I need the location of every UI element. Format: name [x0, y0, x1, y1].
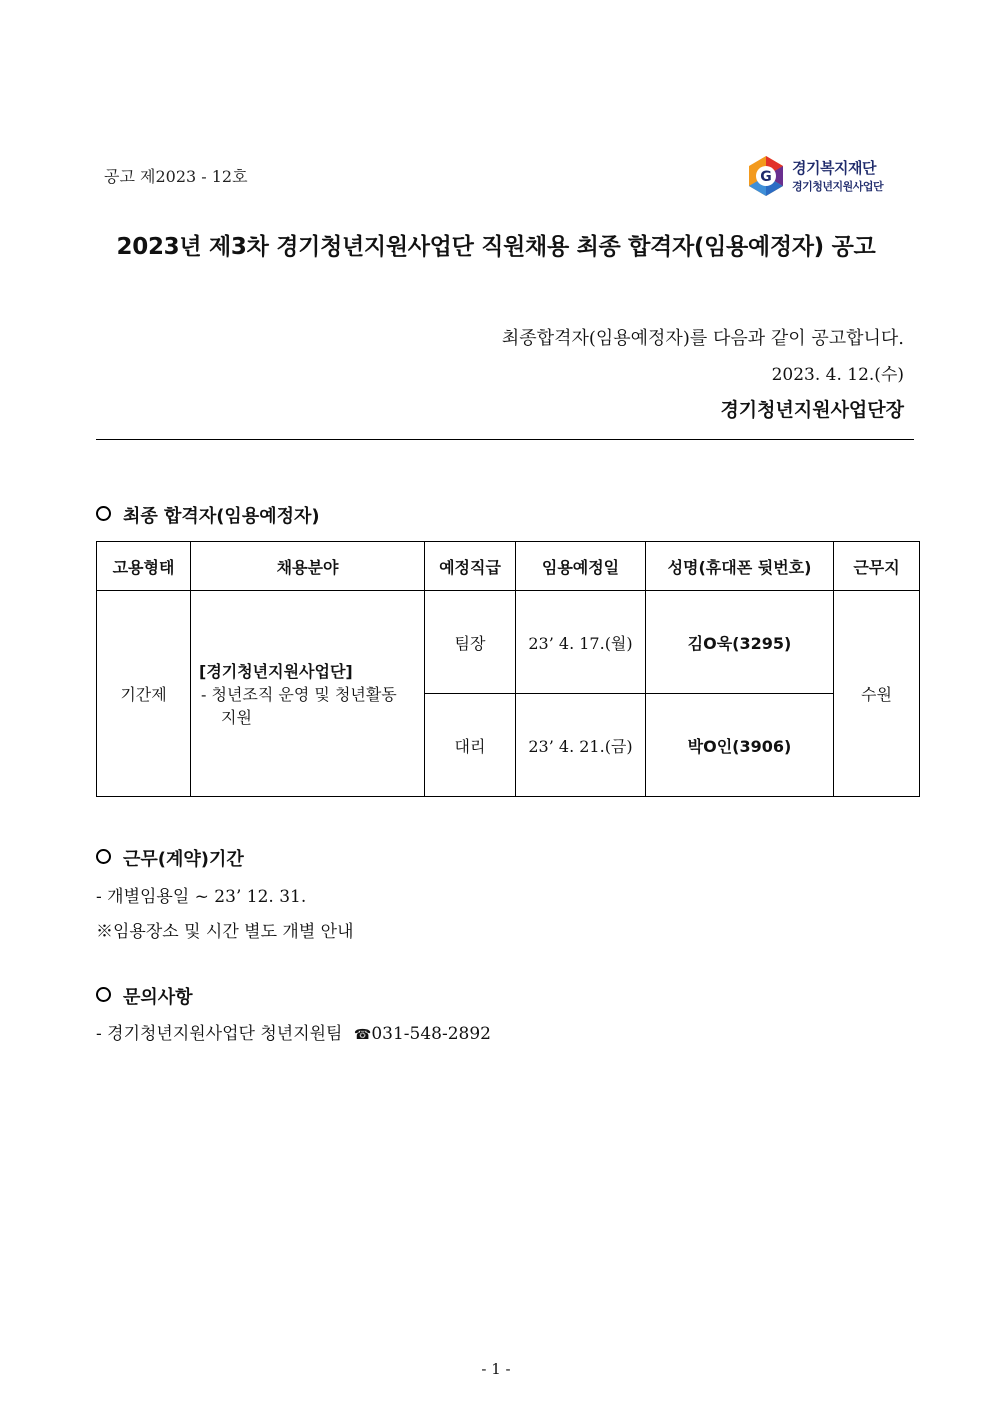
cell-start-date: 23’ 4. 17.(월): [516, 591, 646, 694]
section-title: 근무(계약)기간: [123, 849, 244, 870]
header-name: 성명(휴대폰 뒷번호): [646, 542, 834, 591]
header-field: 채용분야: [191, 542, 425, 591]
circle-bullet-icon: [96, 987, 111, 1002]
divider: [96, 439, 914, 440]
section-contract-period: [96, 845, 244, 871]
field-title: [경기청년지원사업단]: [199, 662, 353, 681]
cell-name: 김O욱(3295): [646, 591, 834, 694]
header-employment-type: 고용형태: [97, 542, 191, 591]
section-final-candidates: [96, 502, 320, 528]
announcement-signer: 경기청년지원사업단장: [720, 399, 904, 421]
field-desc-line1: - 청년조직 운영 및 청년활동: [201, 685, 397, 704]
cell-field: [191, 591, 425, 797]
header-rank: 예정직급: [425, 542, 516, 591]
header-work-place: 근무지: [834, 542, 920, 591]
logo-subname: 경기청년지원사업단: [792, 180, 884, 193]
contact-team: - 경기청년지원사업단 청년지원팀: [96, 1024, 343, 1044]
section-title: 최종 합격자(임용예정자): [123, 506, 320, 527]
announcement-text: 최종합격자(임용예정자)를 다음과 같이 공고합니다.: [501, 328, 904, 349]
contract-note-line: ※임용장소 및 시간 별도 개별 안내: [96, 922, 354, 942]
announcement-date: 2023. 4. 12.(수): [771, 365, 904, 385]
circle-bullet-icon: [96, 849, 111, 864]
contract-period-line: - 개별임용일 ~ 23’ 12. 31.: [96, 887, 307, 907]
svg-text:G: G: [760, 169, 772, 185]
header-start-date: 임용예정일: [516, 542, 646, 591]
logo-hexagon-icon: [746, 154, 786, 198]
page-number: - 1 -: [481, 1360, 511, 1378]
table-header-row: [97, 542, 920, 591]
logo-name: 경기복지재단: [792, 159, 876, 177]
cell-name: 박O인(3906): [646, 694, 834, 797]
cell-rank: 팀장: [425, 591, 516, 694]
cell-employment-type: 기간제: [97, 591, 191, 797]
phone-icon: ☎: [353, 1027, 372, 1043]
section-inquiries: [96, 983, 193, 1009]
field-desc-line2: 지원: [221, 708, 252, 727]
contact-line: [96, 1019, 491, 1044]
circle-bullet-icon: [96, 506, 111, 521]
cell-work-place: 수원: [834, 591, 920, 797]
document-title: 2023년 제3차 경기청년지원사업단 직원채용 최종 합격자(임용예정자) 공고: [116, 234, 876, 260]
logo: [746, 154, 896, 198]
phone-number: 031-548-2892: [371, 1024, 491, 1044]
notice-number: 공고 제2023 - 12호: [104, 167, 248, 186]
section-title: 문의사항: [123, 987, 193, 1008]
cell-start-date: 23’ 4. 21.(금): [516, 694, 646, 797]
cell-rank: 대리: [425, 694, 516, 797]
candidates-table: [96, 541, 920, 797]
table-row: [97, 591, 920, 694]
